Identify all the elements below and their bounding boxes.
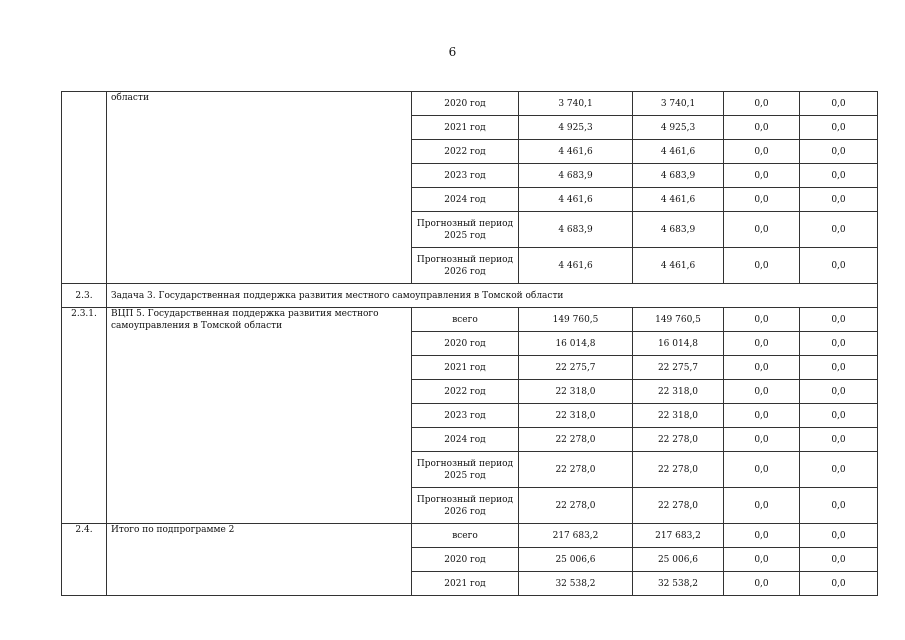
period-cell: Прогнозный период 2025 год [412, 452, 519, 488]
total-cell: 4 925,3 [519, 116, 633, 140]
period-cell: 2022 год [412, 140, 519, 164]
period-cell: 2021 год [412, 116, 519, 140]
local-cell: 0,0 [800, 572, 878, 596]
total-cell: 217 683,2 [519, 524, 633, 548]
task-title: Задача 3. Государственная поддержка развития местного самоуправления в Томской области [107, 284, 878, 308]
regional-cell: 4 683,9 [633, 212, 724, 248]
period-cell: Прогнозный период 2026 год [412, 248, 519, 284]
period-cell: 2024 год [412, 188, 519, 212]
federal-cell: 0,0 [724, 164, 800, 188]
total-cell: 149 760,5 [519, 308, 633, 332]
local-cell: 0,0 [800, 428, 878, 452]
total-cell: 22 275,7 [519, 356, 633, 380]
period-cell: 2021 год [412, 356, 519, 380]
regional-cell: 4 925,3 [633, 116, 724, 140]
local-cell: 0,0 [800, 488, 878, 524]
federal-cell: 0,0 [724, 332, 800, 356]
federal-cell: 0,0 [724, 488, 800, 524]
local-cell: 0,0 [800, 452, 878, 488]
local-cell: 0,0 [800, 92, 878, 116]
row-number: 2.3.1. [62, 308, 107, 524]
item-name: Итого по подпрограмме 2 [107, 524, 412, 596]
local-cell: 0,0 [800, 188, 878, 212]
local-cell: 0,0 [800, 404, 878, 428]
total-cell: 22 278,0 [519, 452, 633, 488]
table-row [62, 92, 878, 116]
federal-cell: 0,0 [724, 548, 800, 572]
total-cell: 4 461,6 [519, 248, 633, 284]
period-cell: 2020 год [412, 92, 519, 116]
period-cell: 2020 год [412, 548, 519, 572]
total-cell: 3 740,1 [519, 92, 633, 116]
row-number [62, 92, 107, 284]
regional-cell: 22 318,0 [633, 380, 724, 404]
period-cell: 2020 год [412, 332, 519, 356]
period-cell: Прогнозный период 2026 год [412, 488, 519, 524]
federal-cell: 0,0 [724, 404, 800, 428]
period-cell: Прогнозный период 2025 год [412, 212, 519, 248]
federal-cell: 0,0 [724, 116, 800, 140]
total-cell: 4 683,9 [519, 212, 633, 248]
local-cell: 0,0 [800, 356, 878, 380]
regional-cell: 22 318,0 [633, 404, 724, 428]
local-cell: 0,0 [800, 548, 878, 572]
page-number: 6 [448, 45, 457, 59]
regional-cell: 4 461,6 [633, 248, 724, 284]
total-cell: 4 461,6 [519, 188, 633, 212]
budget-table [61, 91, 878, 596]
regional-cell: 217 683,2 [633, 524, 724, 548]
total-cell: 22 318,0 [519, 404, 633, 428]
federal-cell: 0,0 [724, 140, 800, 164]
total-cell: 22 278,0 [519, 428, 633, 452]
local-cell: 0,0 [800, 212, 878, 248]
period-cell: 2021 год [412, 572, 519, 596]
period-cell: всего [412, 308, 519, 332]
federal-cell: 0,0 [724, 356, 800, 380]
period-cell: 2022 год [412, 380, 519, 404]
period-cell: 2023 год [412, 164, 519, 188]
regional-cell: 4 461,6 [633, 140, 724, 164]
total-cell: 16 014,8 [519, 332, 633, 356]
local-cell: 0,0 [800, 140, 878, 164]
regional-cell: 22 278,0 [633, 488, 724, 524]
federal-cell: 0,0 [724, 248, 800, 284]
federal-cell: 0,0 [724, 524, 800, 548]
local-cell: 0,0 [800, 524, 878, 548]
total-cell: 4 683,9 [519, 164, 633, 188]
regional-cell: 22 275,7 [633, 356, 724, 380]
local-cell: 0,0 [800, 332, 878, 356]
total-cell: 22 318,0 [519, 380, 633, 404]
total-cell: 4 461,6 [519, 140, 633, 164]
total-cell: 25 006,6 [519, 548, 633, 572]
regional-cell: 32 538,2 [633, 572, 724, 596]
row-number: 2.4. [62, 524, 107, 596]
federal-cell: 0,0 [724, 92, 800, 116]
federal-cell: 0,0 [724, 428, 800, 452]
total-cell: 22 278,0 [519, 488, 633, 524]
regional-cell: 16 014,8 [633, 332, 724, 356]
regional-cell: 149 760,5 [633, 308, 724, 332]
regional-cell: 4 683,9 [633, 164, 724, 188]
period-cell: 2024 год [412, 428, 519, 452]
task-row [62, 284, 878, 308]
local-cell: 0,0 [800, 116, 878, 140]
federal-cell: 0,0 [724, 452, 800, 488]
local-cell: 0,0 [800, 248, 878, 284]
table-row [62, 308, 878, 332]
regional-cell: 22 278,0 [633, 428, 724, 452]
local-cell: 0,0 [800, 308, 878, 332]
regional-cell: 4 461,6 [633, 188, 724, 212]
federal-cell: 0,0 [724, 188, 800, 212]
table-row [62, 524, 878, 548]
federal-cell: 0,0 [724, 212, 800, 248]
local-cell: 0,0 [800, 164, 878, 188]
item-name: ВЦП 5. Государственная поддержка развития местного самоуправления в Томской области [107, 308, 412, 524]
federal-cell: 0,0 [724, 308, 800, 332]
period-cell: 2023 год [412, 404, 519, 428]
item-name: области [107, 92, 412, 284]
period-cell: всего [412, 524, 519, 548]
federal-cell: 0,0 [724, 572, 800, 596]
federal-cell: 0,0 [724, 380, 800, 404]
regional-cell: 22 278,0 [633, 452, 724, 488]
row-number: 2.3. [62, 284, 107, 308]
total-cell: 32 538,2 [519, 572, 633, 596]
regional-cell: 3 740,1 [633, 92, 724, 116]
local-cell: 0,0 [800, 380, 878, 404]
regional-cell: 25 006,6 [633, 548, 724, 572]
